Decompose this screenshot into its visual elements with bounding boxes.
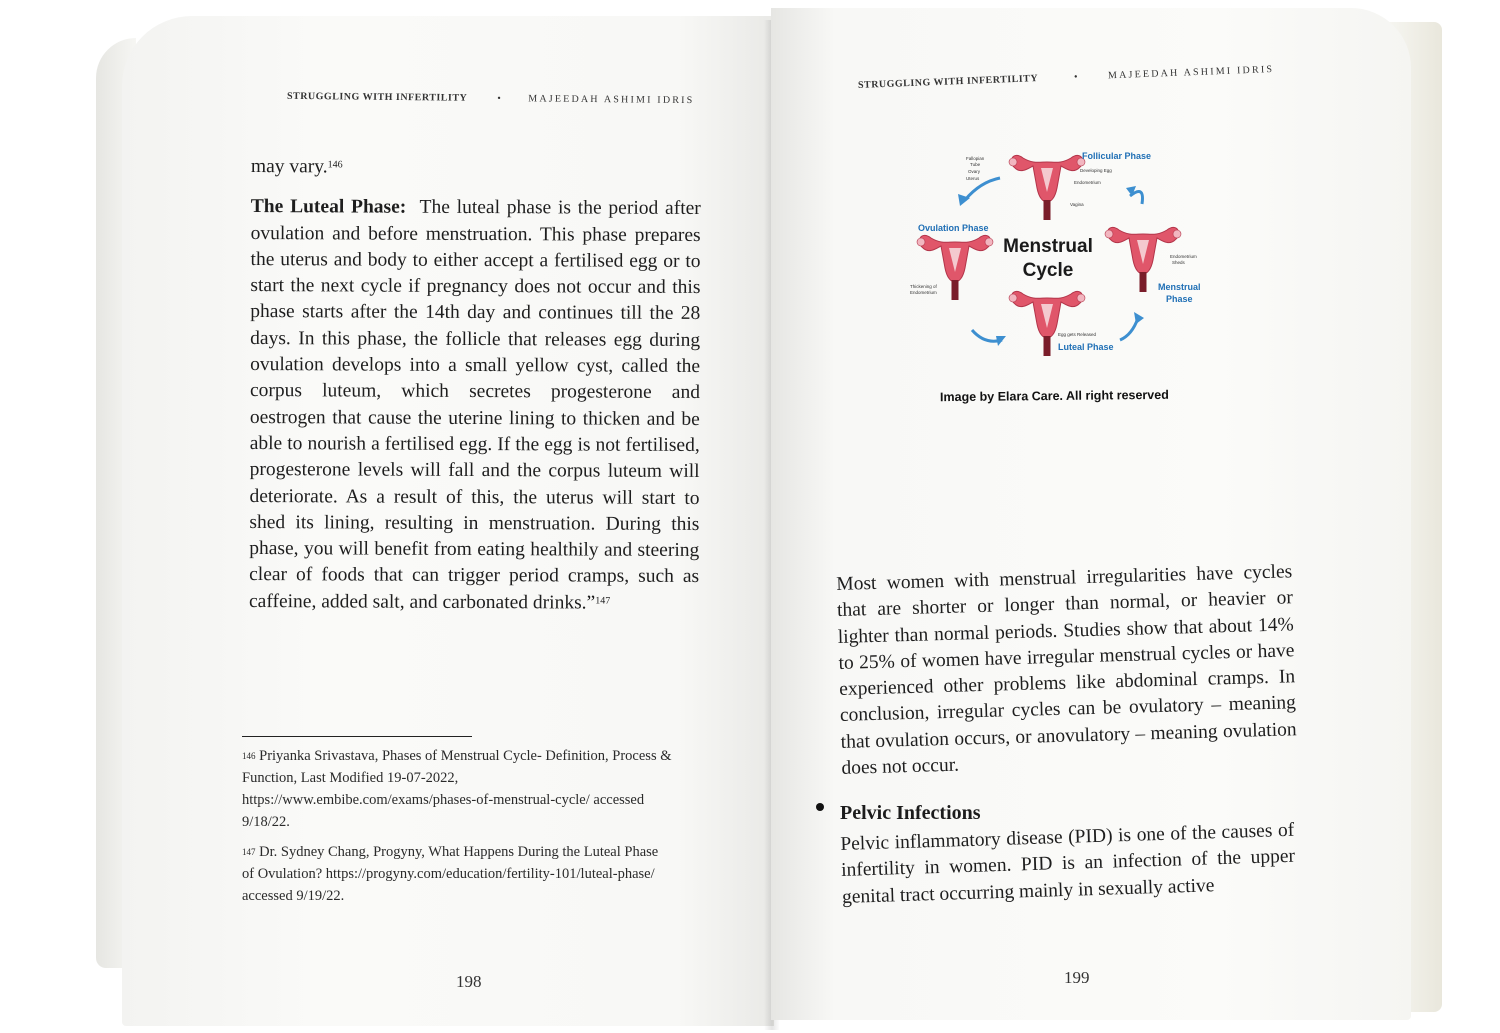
luteal-phase-label: Luteal Phase xyxy=(1058,342,1114,352)
follicular-uterus-illustration xyxy=(1009,155,1085,220)
endometrium-sheds-label-line1: Endometrium xyxy=(1170,254,1197,259)
running-head-separator: • xyxy=(497,93,502,105)
pelvic-infections-heading: Pelvic Infections xyxy=(840,802,981,824)
uterus-label: Uterus xyxy=(966,176,980,181)
bullet-point xyxy=(816,803,824,811)
page-number-left: 198 xyxy=(456,972,482,991)
running-head-title: STRUGGLING WITH INFERTILITY xyxy=(286,90,468,104)
diagram-title-line1: Menstrual xyxy=(1003,236,1093,257)
vagina-label: Vagina xyxy=(1070,202,1084,207)
luteal-phase-heading: The Luteal Phase: xyxy=(250,196,407,218)
luteal-phase-body: The luteal phase is the period after ovulation and before menstruation. This phase prepares the uterus and body to either accept a fertilised egg or to start the next cycle if pregnancy does not occur and this phase starts after the 14th day and continues till the 28 days. In this phase, the follicle that releases egg during ovulation develops into a small yellow cyst, called the corpus luteum, which secretes progesterone and oestrogen that cause the uterine lining to thicken and be able to nourish a fertilised egg. If the egg is not fertilised, progesterone levels will fall and the corpus luteum will deteriorate. As a result of this, the uterus will start to shed its lining, resulting in menstruation. During this phase, you will benefit from eating healthily and steering clear of foods that can trigger period cramps, such as caffeine, added salt, and carbonated drinks.” xyxy=(249,197,701,614)
fallopian-tube-label-line2: Tube xyxy=(970,162,981,167)
running-head-title: STRUGGLING WITH INFERTILITY xyxy=(857,73,1039,91)
follicular-phase-label: Follicular Phase xyxy=(1082,151,1152,161)
pelvic-infections-body: Pelvic inflammatory disease (PID) is one of the causes of infertility in women. PID is an infection of the upper genital tract occurring mainly in sexually active xyxy=(840,819,1296,908)
left-body-text xyxy=(249,154,701,617)
menstrual-phase-label-line2: Phase xyxy=(1166,294,1193,304)
thickening-label-line2: Endometrium xyxy=(910,290,937,295)
running-head-author: MAJEEDAH ASHIMI IDRIS xyxy=(1107,64,1275,82)
ovulation-phase-label: Ovulation Phase xyxy=(918,223,989,233)
developing-egg-label: Developing Egg xyxy=(1080,168,1112,173)
footnote-ref-146: 146 xyxy=(327,159,343,171)
thickening-label-line1: Thickening of xyxy=(910,284,937,289)
footnote-146: $^{146}$ Priyanka Srivastava, Phases of Menstrual Cycle- Definition, Process & Function, Last Modified 19-07-2022, https://www.embibe.com/exams/phases-of-menstrual-cycle/ accessed 9/18/22. xyxy=(242,748,672,830)
egg-released-label: Egg gets Released xyxy=(1058,332,1097,337)
irregular-cycles-paragraph: Most women with menstrual irregularities have cycles that are shorter or longer than normal, or heavier or lighter than normal periods. Studies show that about 14% to 25% of women have irregular menstrual cycles or have experienced other problems like abdominal cramps. In conclusion, irregular cycles can be ovulatory – meaning that ovulation occurs, or anovulatory – meaning ovulation does not occur. xyxy=(836,561,1297,779)
luteal-phase-paragraph xyxy=(249,194,701,617)
fallopian-tube-label-line1: Fallopian xyxy=(966,156,985,161)
page-number-right: 199 xyxy=(1064,968,1090,987)
footnote-ref-147: 147 xyxy=(595,595,611,607)
cycle-arrow-head xyxy=(996,336,1006,346)
menstrual-cycle-svg xyxy=(910,140,1210,370)
menstrual-cycle-diagram xyxy=(910,140,1210,370)
cycle-arrow-bottom-right xyxy=(1120,318,1138,340)
cycle-arrow-top-left xyxy=(965,178,1000,200)
endometrium-label: Endometrium xyxy=(1074,180,1101,185)
footnote-rule xyxy=(242,736,472,737)
ovary-label: Ovary xyxy=(968,169,981,174)
diagram-caption: Image by Elara Care. All right reserved xyxy=(939,387,1169,405)
footnote-147: $^{147}$ Dr. Sydney Chang, Progyny, What Happens During the Luteal Phase of Ovulation? https://progyny.com/education/fertility-101/luteal-phase/ accessed 9/19/22. xyxy=(242,844,659,904)
diagram-title-line2: Cycle xyxy=(1022,260,1074,281)
running-head-separator: • xyxy=(1073,71,1079,83)
running-head-author: MAJEEDAH ASHIMI IDRIS xyxy=(528,93,695,107)
endometrium-sheds-label-line2: Sheds xyxy=(1172,260,1185,265)
opening-line: may vary.$^{146}$ xyxy=(250,156,343,178)
footnotes xyxy=(242,745,672,915)
menstrual-phase-label-line1: Menstrual xyxy=(1158,282,1201,292)
